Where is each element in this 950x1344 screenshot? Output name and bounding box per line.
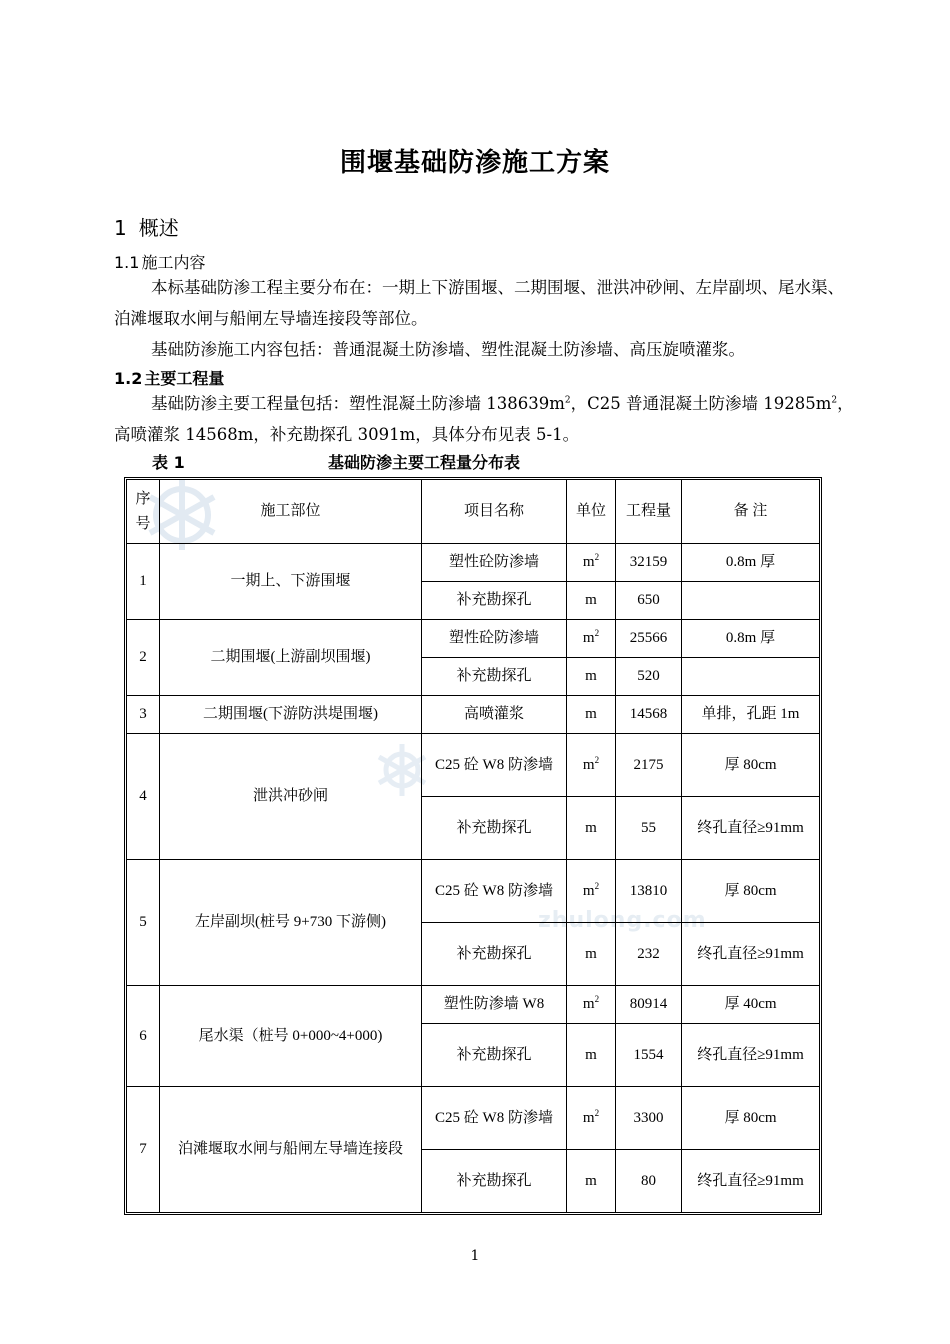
cell-unit: $m^2$ (567, 860, 616, 923)
cell-location: 一期上、下游围堰 (160, 544, 422, 620)
table-label: 表 1 (152, 453, 185, 472)
cell-seq: 4 (127, 734, 160, 860)
section-title: 主要工程量 (144, 369, 225, 388)
cell-qty: 1554 (616, 1024, 682, 1087)
cell-seq: 3 (127, 696, 160, 734)
cell-qty: 14568 (616, 696, 682, 734)
section-1-heading (114, 212, 179, 241)
cell-unit: m (567, 658, 616, 696)
cell-note: 厚 40cm (682, 986, 820, 1024)
cell-item: 补充勘探孔 (422, 1150, 567, 1213)
cell-seq: 6 (127, 986, 160, 1087)
cell-item: 补充勘探孔 (422, 582, 567, 620)
section-1-2-heading (114, 366, 224, 389)
section-title: 施工内容 (141, 253, 206, 272)
cell-item: C25 砼 W8 防渗墙 (422, 860, 567, 923)
cell-note: 0.8m 厚 (682, 544, 820, 582)
header-location: 施工部位 (160, 480, 422, 544)
cell-unit: $m^2$ (567, 734, 616, 797)
page-number: 1 (470, 1248, 480, 1264)
table-header-row (127, 480, 820, 544)
cell-item: 塑性防渗墙 W8 (422, 986, 567, 1024)
cell-item: C25 砼 W8 防渗墙 (422, 734, 567, 797)
cell-location: 尾水渠（桩号 0+000~4+000) (160, 986, 422, 1087)
table-caption (152, 450, 521, 473)
cell-seq: 1 (127, 544, 160, 620)
cell-note: 终孔直径≥91mm (682, 797, 820, 860)
cell-location: 左岸副坝(桩号 9+730 下游侧) (160, 860, 422, 986)
cell-qty: 13810 (616, 860, 682, 923)
header-seq: 序号 (127, 480, 160, 544)
cell-unit: $m^2$ (567, 1087, 616, 1150)
table-row (127, 544, 820, 582)
cell-unit: m (567, 582, 616, 620)
header-note: 备 注 (682, 480, 820, 544)
cell-item: 高喷灌浆 (422, 696, 567, 734)
cell-note: 厚 80cm (682, 1087, 820, 1150)
paragraph-content: 基础防渗施工内容包括：普通混凝土防渗墙、塑性混凝土防渗墙、高压旋喷灌浆。 (151, 340, 745, 359)
quantities-table (126, 479, 820, 1213)
cell-unit: m (567, 696, 616, 734)
cell-item: 补充勘探孔 (422, 797, 567, 860)
header-item: 项目名称 (422, 480, 567, 544)
cell-qty: 650 (616, 582, 682, 620)
cell-location: 二期围堰(下游防洪堤围堰) (160, 696, 422, 734)
cell-item: 补充勘探孔 (422, 923, 567, 986)
cell-qty: 80914 (616, 986, 682, 1024)
cell-item: 补充勘探孔 (422, 658, 567, 696)
section-title: 概述 (138, 216, 179, 240)
table-row (127, 620, 820, 658)
section-1-1-heading (114, 250, 205, 273)
cell-seq: 5 (127, 860, 160, 986)
cell-note: 终孔直径≥91mm (682, 1150, 820, 1213)
cell-seq: 7 (127, 1087, 160, 1213)
cell-note: 终孔直径≥91mm (682, 923, 820, 986)
cell-note: 厚 80cm (682, 860, 820, 923)
table-row (127, 1087, 820, 1150)
cell-qty: 232 (616, 923, 682, 986)
cell-unit: m (567, 1150, 616, 1213)
watermark-text: zhulong.com (538, 908, 707, 933)
cell-unit: $m^2$ (567, 544, 616, 582)
cell-unit: $m^2$ (567, 986, 616, 1024)
cell-note: 0.8m 厚 (682, 620, 820, 658)
table-row (127, 734, 820, 797)
table-row (127, 986, 820, 1024)
cell-unit: m (567, 797, 616, 860)
document-title: 围堰基础防渗施工方案 (339, 148, 610, 178)
paragraph-scope: 本标基础防渗工程主要分布在：一期上下游围堰、二期围堰、泄洪冲砂闸、左岸副坝、尾水渠、泊滩堰取水闸与船闸左导墙连接段等部位。 (114, 278, 844, 328)
cell-qty: 55 (616, 797, 682, 860)
header-qty: 工程量 (616, 480, 682, 544)
cell-location: 泄洪冲砂闸 (160, 734, 422, 860)
cell-qty: 80 (616, 1150, 682, 1213)
section-number: 1.1 (114, 253, 140, 272)
table-row (127, 696, 820, 734)
cell-note: 终孔直径≥91mm (682, 1024, 820, 1087)
cell-item: 补充勘探孔 (422, 1024, 567, 1087)
quantities-table-wrapper (126, 479, 820, 1213)
cell-location: 泊滩堰取水闸与船闸左导墙连接段 (160, 1087, 422, 1213)
paragraph-quantities: 基础防渗主要工程量包括：塑性混凝土防渗墙 $138639m^2$，C25 普通混凝土防渗墙 $19285m^2$，高喷灌浆 14568m，补充勘探孔 3091m，具体分布见表 5-1。 (114, 394, 854, 444)
cell-qty: 25566 (616, 620, 682, 658)
header-unit: 单位 (567, 480, 616, 544)
section-number: 1 (114, 216, 127, 240)
cell-item: C25 砼 W8 防渗墙 (422, 1087, 567, 1150)
cell-unit: m (567, 1024, 616, 1087)
section-number: 1.2 (114, 369, 143, 388)
cell-note: 厚 80cm (682, 734, 820, 797)
cell-item: 塑性砼防渗墙 (422, 544, 567, 582)
cell-note: 单排，孔距 1m (682, 696, 820, 734)
cell-qty: 2175 (616, 734, 682, 797)
cell-note (682, 658, 820, 696)
cell-item: 塑性砼防渗墙 (422, 620, 567, 658)
cell-location: 二期围堰(上游副坝围堰) (160, 620, 422, 696)
cell-note (682, 582, 820, 620)
cell-unit: m (567, 923, 616, 986)
table-row (127, 860, 820, 923)
cell-unit: $m^2$ (567, 620, 616, 658)
cell-seq: 2 (127, 620, 160, 696)
cell-qty: 3300 (616, 1087, 682, 1150)
cell-qty: 32159 (616, 544, 682, 582)
cell-qty: 520 (616, 658, 682, 696)
table-title: 基础防渗主要工程量分布表 (328, 453, 521, 472)
